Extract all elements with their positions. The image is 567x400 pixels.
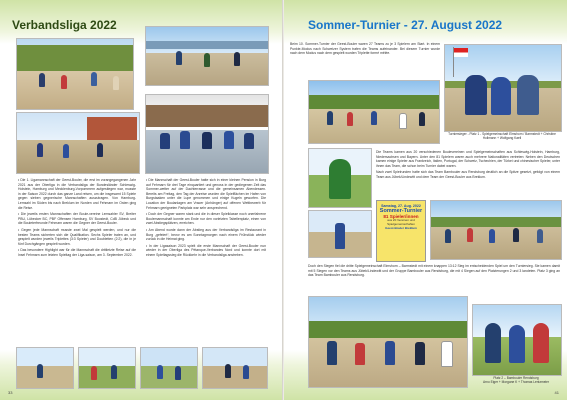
photo-winners <box>444 44 562 132</box>
photo-strip-2 <box>78 347 136 389</box>
text-column-1 <box>18 178 136 344</box>
photo-game-bottom <box>308 296 468 388</box>
poster-sub: aus 20 Vereinen und Spielgemeinschaften <box>387 218 415 226</box>
page-number: 41 <box>554 390 559 395</box>
paragraph: Doch den Siegen fiel die dritte Spielgemeinschaft Elmshorn – Barmstedt mit einem knappen 13:12 Sieg im entscheidenden Spiel um den Turniersieg. Sie kamen damit mit 5 Siegen vor den Teams aus Jübek/Lindewitt und der Gruppe Bambouler aus Rendsburg, die mit 4 Siegen auf den Platzierungen 2 und 3 landeten. Platz 3 ging an das Team Bambouler aus Rendsburg. <box>308 264 560 278</box>
paragraph: • Die jeweils ersten Mannschaften der Boule-vereine Lemsahler SV, Breiter PBU, Lübecker BC, PBF Offensen Hamburg, SV Boostedt, CdB Jübeck und die Bouleterfreunde Fehmarn waren die Gegner der Geest-Bouler. <box>18 212 136 226</box>
paragraph: • Doch der Gegner waren stark und die in dieser Spielklasse noch unerfahrene Boulemannschaft konnte am Ende nur den vorletzten Tabellenplatz, einen von zwei Abstiegsplätzen, erreichen. <box>146 212 266 226</box>
photo-harbor-petanque <box>145 26 269 86</box>
caption-second-place: Platz 2 – Bambouler Rendsburg Arno Eiger + Morgane K + Thomas Lentzmeier <box>482 376 550 384</box>
paragraph: • In der Ligasaison 2023 spielt die erste Mannschaft der Geest-Bouler nun wieder in der Oberliga des Pétanque-Verbandes Nord und konnte dort mit einem Spieltagssieg die Rückkehr in die Verbandsliga anstreben. <box>146 243 266 257</box>
poster-players: 81 Spieler/innen <box>383 214 419 219</box>
poster-club: Geest-Bouler Breklum <box>385 225 417 230</box>
photo-player-cap <box>308 148 372 208</box>
paragraph: Beim 10. Sommer-Turnier der Geest-Bouler waren 27 Teams zu je 3 Spielern am Start. In einem Punkte-Modus nach Schweizer System trafen die Teams aufeinander. Bei diesem Turnier wurde nach dem Modus nach dem gespielt wurden Triplette formé mêlée. <box>290 42 440 56</box>
middle-text <box>376 150 560 196</box>
photo-tournament-field <box>308 80 440 144</box>
photo-team-terrace <box>16 112 140 174</box>
poster-title: Sommer-Turnier <box>379 208 423 214</box>
left-page <box>0 0 283 400</box>
photo-strip-3 <box>140 347 198 389</box>
paragraph: • Das besondere Highlight war für die Mannschaft die drittletzte Reise auf die Insel Fehmarn zum letzten Spieltag der Liga-saison, am 3. September 2022. <box>18 248 136 257</box>
photo-players-gravel <box>16 38 134 110</box>
paragraph: Nach zwei Spielrunden hatte sich das Team Bambouler aus Rendsburg deutlich an die Spitze gesetzt, gefolgt von einem Team aus Jübek/Lindewitt und dem Team der Geest-Bouler aus Breklum. <box>376 170 560 179</box>
paragraph: • Am Abend wurde dann der Abstieg aus der Verbandsliga im Restaurant in Burg „gefeiert“, bevor es am Sonntagmorgen nach einem Frühstück wieder zurück in die Heimat ging. <box>146 227 266 242</box>
photo-strip-4 <box>202 347 268 389</box>
photo-players-line <box>430 200 562 260</box>
photo-second-place <box>472 304 562 376</box>
paragraph: • Gegen jede Mannschaft musste zwei Mal gespielt werden, und nur die besten Teams sicherten sich die Qualifikation. Sechs Spieler traten an, und gespielt wurden jeweils Triplettes (3:3 Spieler) und Doubletten (2:2), die in je fünf Durchgängen gespielt wurden. <box>18 227 136 246</box>
paragraph: • Die Mannschaft der Geest-Bouler hatte sich in einer kleinen Pension in Burg auf Fehmarn für drei Tage einquartiert und genoss in der gediegenen Zeit das Sommer-wetter auf der Dachterrasse und die gemeinsamen Abendessen. Bereits am Freitag, den Tag der Anreise wurden die Spielflächen im Hafen von Burgstaaken unter die Lupe genommen und einige Kugeln geworfen. Die Location der Boulanlagen am Vracer (Anhänger) auf offenen Wettbewerb für Fehmarn geeigneten Parkplatz war sehr ansprechend. <box>146 178 266 210</box>
photo-strip-1 <box>16 347 74 389</box>
paragraph: • Die 1. Ligamannschaft der Geest-Bouler, die erst im vorangegangenen Jahr 2021 aus der Oberliga in die Verbandsliga der Bundesländer Schleswig-Holstein, Hamburg und Mecklenburg-Vorpommern aufgestiegen war, musste in der Saison 2022 durch das ganze Land reisen, um die insgesamt 15 Spiele gegen sieben gegnerische Mannschaften auszutragen. Von Hamburg-Lemsahl im Süden bis nach Breklum im Norden und Fehmarn im Osten ging die Reise. <box>18 178 136 210</box>
page-title: Sommer-Turnier - 27. August 2022 <box>308 18 503 32</box>
poster-date: Samstag, 27. Aug. 2022 <box>381 204 421 208</box>
bottom-text <box>308 264 560 292</box>
photo-team-group <box>145 94 269 174</box>
paragraph: Die Teams kamen aus 20 verschiedenen Boulevereinen und Spielgemeinschaften aus Schleswig-Holstein, Hamburg, Niedersachsen und Bayern. Unter den 81 Spielern waren auch mehrere Nationalitäten vertreten: Neben den Deutschen kamen einige Spieler aus Frankreich, Italien, Portugal, der Schweiz, Tschechien, der Türkei und chinesischer Spieler, unter ihnen das Team, die schon beim Turnier dabei waren. <box>376 150 560 168</box>
photo-player-throw <box>308 210 372 258</box>
intro-text <box>290 42 440 78</box>
page-number: 33 <box>8 390 13 395</box>
caption-winners: Turniersieger - Platz 1 - Spielgemeinschaft Elmshorn / Barmstedt + Christine Hollmann + Wolfgang Kaell <box>448 132 556 140</box>
page-title: Verbandsliga 2022 <box>12 18 117 32</box>
right-page <box>284 0 567 400</box>
tournament-poster <box>376 200 426 262</box>
text-column-2 <box>146 178 266 344</box>
